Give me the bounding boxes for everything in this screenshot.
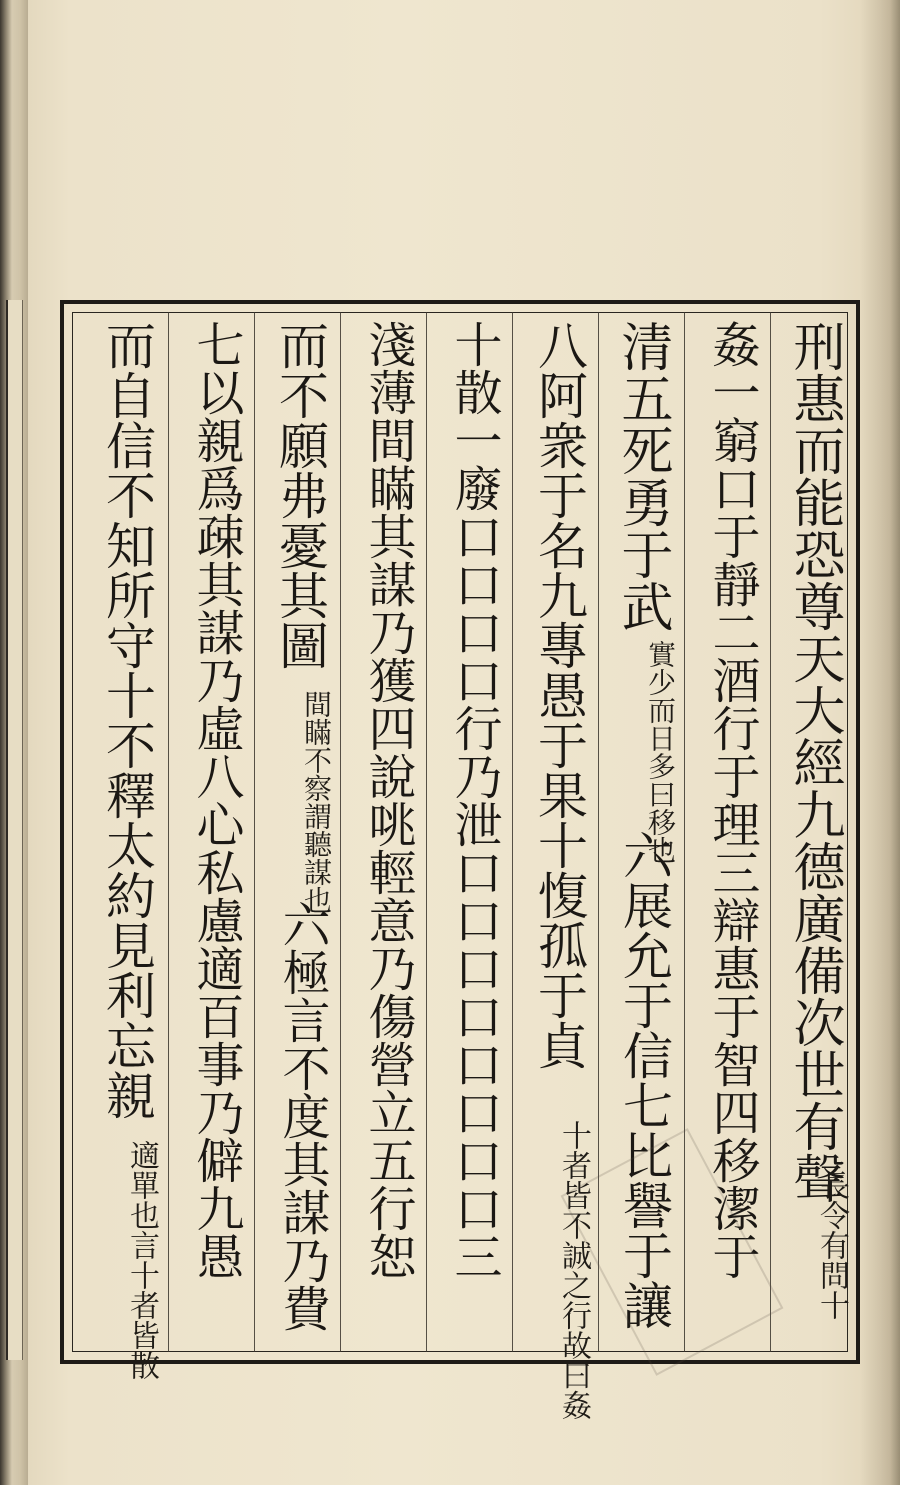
column-annotation: 長令有問十 — [814, 1170, 849, 1320]
column-main-text: 刑惠而能恐尊天大經九德廣備次世有聲 — [784, 320, 844, 1204]
book-spine — [0, 0, 28, 1485]
column-main-text: 八阿衆于名九專愚于果十愎孤于貞 — [530, 320, 588, 1070]
column-rule — [770, 312, 771, 1352]
text-column-6 — [346, 320, 418, 1350]
column-rule — [168, 312, 169, 1352]
column-main-text: 七以親爲疎其謀乃虛八心私慮適百事乃僻九愚 — [188, 320, 244, 1280]
column-main-text-continued: 六極言不度其謀乃費 — [274, 900, 330, 1332]
adjacent-page-edge — [6, 300, 23, 1360]
column-main-text: 淺薄間瞞其謀乃獲四說咷輕意乃傷營立五行恕 — [360, 320, 416, 1280]
column-main-text: 十散一廢口口口口行乃泄口口口口口口口口三 — [446, 320, 502, 1280]
column-annotation: 實少而日多曰移也 — [644, 640, 677, 864]
column-rule — [512, 312, 513, 1352]
column-rule — [426, 312, 427, 1352]
column-main-text-continued: 六展允于信七比譽于讓 — [615, 830, 673, 1330]
text-column-5 — [432, 320, 504, 1350]
column-rule — [340, 312, 341, 1352]
page-edge-shadow — [860, 0, 900, 1485]
text-column-9 — [86, 320, 159, 1380]
text-column-8 — [174, 320, 246, 1350]
text-column-1 — [776, 320, 848, 1350]
column-annotation: 適單也言十者皆散 — [124, 1140, 159, 1380]
column-annotation: 十者皆不誠之行故曰姦 — [556, 1120, 591, 1420]
text-block-frame — [60, 300, 860, 1420]
column-main-text: 清五死勇于武 — [612, 320, 672, 632]
column-annotation: 間瞞不察謂聽謀也 — [300, 690, 333, 914]
column-rule — [254, 312, 255, 1352]
text-column-7 — [260, 320, 332, 1350]
column-main-text: 姦一窮口于靜二酒行于理三辯惠于智四移潔于 — [704, 320, 760, 1280]
column-main-text: 而自信不知所守十不釋太約見利忘親 — [98, 320, 156, 1120]
column-main-text: 而不願弗憂其圖 — [271, 320, 329, 670]
